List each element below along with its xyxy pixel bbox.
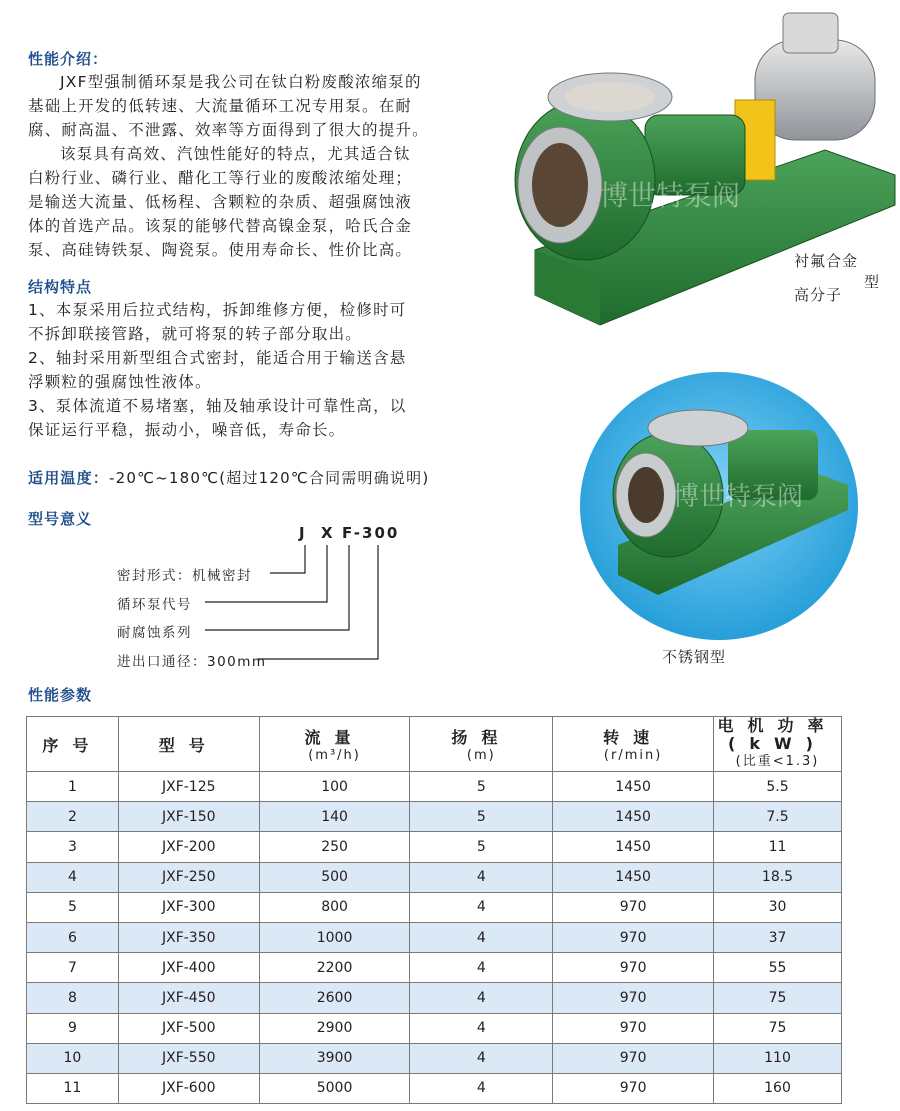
cell-head: 4 xyxy=(410,892,553,922)
temperature-label: 适用温度： xyxy=(28,469,110,487)
cell-power: 37 xyxy=(714,922,842,952)
cell-head: 4 xyxy=(410,1043,553,1073)
cell-power: 75 xyxy=(714,1013,842,1043)
header-flow xyxy=(259,717,410,772)
cell-power: 55 xyxy=(714,953,842,983)
cell-no: 6 xyxy=(27,922,119,952)
cell-speed: 970 xyxy=(553,1043,714,1073)
table-row xyxy=(27,862,842,892)
header-head-label: 扬程 xyxy=(451,728,512,747)
pump-image-stainless xyxy=(578,370,860,642)
cell-speed: 1450 xyxy=(553,802,714,832)
structure-line: 2、轴封采用新型组合式密封，能适合用于输送含悬 xyxy=(28,349,407,367)
intro-line: 腐、耐高温、不泄露、效率等方面得到了很大的提升。 xyxy=(28,121,429,139)
cell-power: 11 xyxy=(714,832,842,862)
cell-no: 1 xyxy=(27,772,119,802)
table-row xyxy=(27,1073,842,1103)
header-head-unit: (m) xyxy=(466,748,496,763)
cell-model: JXF-300 xyxy=(118,892,259,922)
circulation-pump-code-label: 循环泵代号 xyxy=(117,597,192,613)
cell-power: 5.5 xyxy=(714,772,842,802)
cell-head: 4 xyxy=(410,953,553,983)
cell-flow: 2900 xyxy=(259,1013,410,1043)
cell-head: 5 xyxy=(410,772,553,802)
cell-head: 4 xyxy=(410,862,553,892)
cell-no: 8 xyxy=(27,983,119,1013)
intro-heading: 性能介绍： xyxy=(28,50,109,68)
cell-model: JXF-150 xyxy=(118,802,259,832)
cell-model: JXF-250 xyxy=(118,862,259,892)
table-row xyxy=(27,802,842,832)
lined-caption-1: 衬氟合金 xyxy=(794,252,859,270)
cell-flow: 2600 xyxy=(259,983,410,1013)
intro-line: JXF型强制循环泵是我公司在钛白粉废酸浓缩泵的 xyxy=(60,73,422,91)
cell-model: JXF-450 xyxy=(118,983,259,1013)
cell-speed: 970 xyxy=(553,953,714,983)
header-flow-unit: (m³/h) xyxy=(308,748,361,763)
cell-power: 160 xyxy=(714,1073,842,1103)
temperature-row xyxy=(28,466,429,490)
cell-speed: 970 xyxy=(553,1013,714,1043)
intro-line: 是输送大流量、低杨程、含颗粒的杂质、超强腐蚀液 xyxy=(28,193,413,211)
structure-line: 保证运行平稳，振动小，噪音低，寿命长。 xyxy=(28,421,346,439)
header-flow-label: 流量 xyxy=(304,728,365,747)
cell-flow: 3900 xyxy=(259,1043,410,1073)
cell-model: JXF-500 xyxy=(118,1013,259,1043)
params-table-body xyxy=(27,772,842,1104)
intro-line: 基础上开发的低转速、大流量循环工况专用泵。在耐 xyxy=(28,97,413,115)
cell-speed: 1450 xyxy=(553,832,714,862)
cell-power: 110 xyxy=(714,1043,842,1073)
cell-flow: 2200 xyxy=(259,953,410,983)
header-speed-unit: (r/min) xyxy=(603,748,663,763)
params-table xyxy=(26,716,842,1104)
cell-speed: 970 xyxy=(553,1073,714,1103)
cell-head: 4 xyxy=(410,1013,553,1043)
table-row xyxy=(27,953,842,983)
cell-flow: 100 xyxy=(259,772,410,802)
cell-model: JXF-550 xyxy=(118,1043,259,1073)
cell-head: 5 xyxy=(410,832,553,862)
params-heading: 性能参数 xyxy=(28,686,93,704)
cell-no: 10 xyxy=(27,1043,119,1073)
structure-heading: 结构特点 xyxy=(28,278,93,296)
cell-speed: 1450 xyxy=(553,862,714,892)
cell-model: JXF-600 xyxy=(118,1073,259,1103)
cell-flow: 1000 xyxy=(259,922,410,952)
code-letter-x: X xyxy=(321,524,335,542)
header-speed-label: 转速 xyxy=(603,728,664,747)
intro-paragraph xyxy=(28,70,429,262)
structure-line: 1、本泵采用后拉式结构，拆卸维修方便，检修时可 xyxy=(28,301,407,319)
code-letter-f300: F-300 xyxy=(342,524,400,542)
table-row xyxy=(27,772,842,802)
header-power-unit: (比重<1.3) xyxy=(735,754,820,769)
structure-line: 3、泵体流道不易堵塞，轴及轴承设计可靠性高，以 xyxy=(28,397,407,415)
cell-speed: 1450 xyxy=(553,772,714,802)
table-header-row xyxy=(27,717,842,772)
cell-head: 4 xyxy=(410,983,553,1013)
watermark-bottom: 博世特泵阀 xyxy=(673,482,804,512)
stainless-caption: 不锈钢型 xyxy=(662,648,727,666)
cell-head: 4 xyxy=(410,1073,553,1103)
cell-head: 5 xyxy=(410,802,553,832)
cell-speed: 970 xyxy=(553,892,714,922)
corrosion-series-label: 耐腐蚀系列 xyxy=(117,625,192,641)
cell-power: 7.5 xyxy=(714,802,842,832)
cell-speed: 970 xyxy=(553,983,714,1013)
header-power-label: 电机功率 (kW) xyxy=(717,716,838,753)
table-row xyxy=(27,1043,842,1073)
structure-line: 不拆卸联接管路，就可将泵的转子部分取出。 xyxy=(28,325,363,343)
port-diameter-label: 进出口通径：300mm xyxy=(117,654,267,670)
intro-line: 泵、高硅铸铁泵、陶瓷泵。使用寿命长、性价比高。 xyxy=(28,241,413,259)
cell-power: 30 xyxy=(714,892,842,922)
intro-line: 白粉行业、磷行业、醋化工等行业的废酸浓缩处理； xyxy=(28,169,413,187)
watermark-top: 博世特泵阀 xyxy=(600,179,741,212)
cell-no: 9 xyxy=(27,1013,119,1043)
cell-speed: 970 xyxy=(553,922,714,952)
cell-model: JXF-350 xyxy=(118,922,259,952)
cell-no: 2 xyxy=(27,802,119,832)
cell-no: 3 xyxy=(27,832,119,862)
intro-line: 体的首选产品。该泵的能够代替高镍金泵，哈氏合金 xyxy=(28,217,413,235)
structure-paragraph xyxy=(28,298,406,442)
header-no: 序号 xyxy=(27,717,119,772)
cell-no: 7 xyxy=(27,953,119,983)
header-power xyxy=(714,717,842,772)
table-row xyxy=(27,832,842,862)
cell-flow: 250 xyxy=(259,832,410,862)
table-row xyxy=(27,1013,842,1043)
cell-model: JXF-200 xyxy=(118,832,259,862)
header-speed xyxy=(553,717,714,772)
header-model: 型号 xyxy=(118,717,259,772)
lined-caption-2: 高分子 xyxy=(794,286,843,304)
pump-illustration xyxy=(578,370,860,642)
lined-caption-3: 型 xyxy=(864,273,881,291)
cell-flow: 140 xyxy=(259,802,410,832)
table-row xyxy=(27,983,842,1013)
cell-no: 5 xyxy=(27,892,119,922)
cell-flow: 800 xyxy=(259,892,410,922)
cell-no: 4 xyxy=(27,862,119,892)
cell-flow: 5000 xyxy=(259,1073,410,1103)
table-row xyxy=(27,892,842,922)
cell-model: JXF-125 xyxy=(118,772,259,802)
cell-head: 4 xyxy=(410,922,553,952)
cell-model: JXF-400 xyxy=(118,953,259,983)
table-row xyxy=(27,922,842,952)
temperature-value: -20℃~180℃(超过120℃合同需明确说明) xyxy=(109,469,430,487)
structure-line: 浮颗粒的强腐蚀性液体。 xyxy=(28,373,212,391)
header-head xyxy=(410,717,553,772)
model-meaning-heading: 型号意义 xyxy=(28,510,93,528)
cell-power: 75 xyxy=(714,983,842,1013)
intro-line: 该泵具有高效、汽蚀性能好的特点，尤其适合钛 xyxy=(60,145,411,163)
seal-type-label: 密封形式：机械密封 xyxy=(117,568,252,584)
cell-no: 11 xyxy=(27,1073,119,1103)
cell-power: 18.5 xyxy=(714,862,842,892)
cell-flow: 500 xyxy=(259,862,410,892)
code-letter-j: J xyxy=(299,524,307,542)
